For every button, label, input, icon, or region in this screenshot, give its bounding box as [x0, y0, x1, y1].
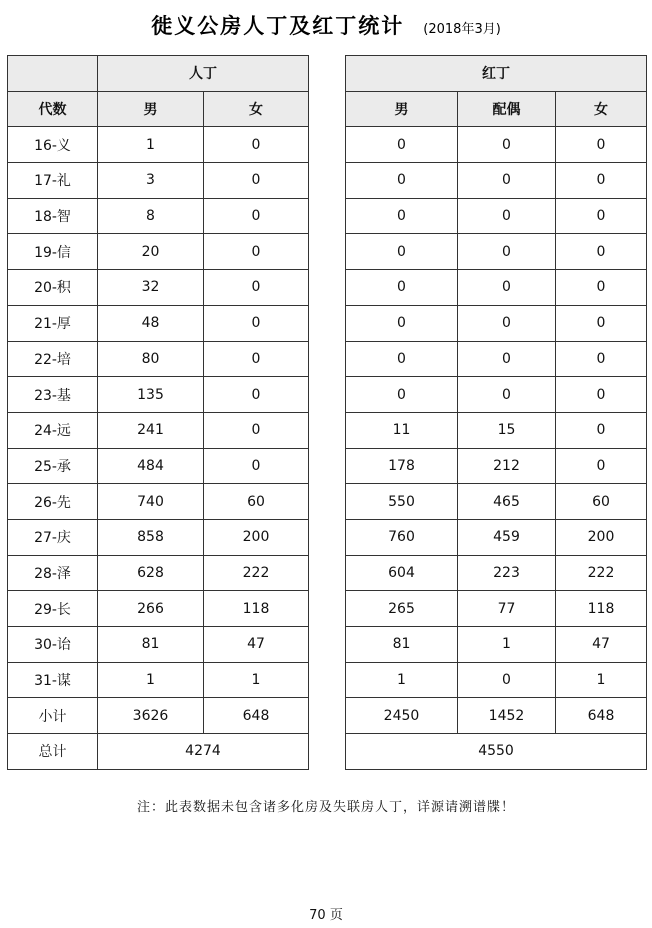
male-count-cell: 0	[346, 270, 458, 306]
female-count-cell: 118	[204, 591, 309, 627]
page-title	[0, 10, 652, 40]
female-count-cell: 0	[204, 127, 309, 163]
male-count-cell: 858	[98, 519, 204, 555]
col-header-male: 男	[98, 91, 204, 127]
male-count-cell: 81	[346, 627, 458, 663]
generation-cell: 18-智	[8, 198, 98, 234]
spouse-count-cell: 0	[458, 305, 556, 341]
table-row	[346, 555, 647, 591]
total-value: 4550	[346, 734, 647, 770]
male-count-cell: 20	[98, 234, 204, 270]
total-value: 4274	[98, 734, 309, 770]
female-count-cell: 222	[204, 555, 309, 591]
generation-cell: 17-礼	[8, 163, 98, 199]
female-count-cell: 60	[204, 484, 309, 520]
table-row	[8, 198, 309, 234]
subtotal-row	[346, 698, 647, 734]
spouse-count-cell: 0	[458, 377, 556, 413]
generation-cell: 24-远	[8, 412, 98, 448]
female-count-cell: 0	[556, 341, 647, 377]
female-count-cell: 0	[204, 198, 309, 234]
male-count-cell: 0	[346, 198, 458, 234]
generation-cell: 19-信	[8, 234, 98, 270]
generation-cell: 16-义	[8, 127, 98, 163]
col-header-spouse: 配偶	[458, 91, 556, 127]
subtotal-label: 小计	[8, 698, 98, 734]
group-header-hongding: 红丁	[346, 56, 647, 92]
generation-cell: 30-诒	[8, 627, 98, 663]
subtotal-male: 2450	[346, 698, 458, 734]
male-count-cell: 550	[346, 484, 458, 520]
table-row	[346, 341, 647, 377]
table-row	[346, 127, 647, 163]
table-row	[346, 163, 647, 199]
table-row	[346, 270, 647, 306]
spouse-count-cell: 0	[458, 234, 556, 270]
female-count-cell: 0	[204, 377, 309, 413]
table-row	[346, 484, 647, 520]
generation-cell: 20-积	[8, 270, 98, 306]
male-count-cell: 11	[346, 412, 458, 448]
table-row	[346, 448, 647, 484]
male-count-cell: 32	[98, 270, 204, 306]
table-row	[346, 662, 647, 698]
table-row	[8, 448, 309, 484]
spouse-count-cell: 0	[458, 270, 556, 306]
male-count-cell: 266	[98, 591, 204, 627]
female-count-cell: 0	[556, 234, 647, 270]
male-count-cell: 0	[346, 305, 458, 341]
female-count-cell: 200	[556, 519, 647, 555]
male-count-cell: 1	[98, 127, 204, 163]
female-count-cell: 47	[204, 627, 309, 663]
female-count-cell: 0	[204, 270, 309, 306]
male-count-cell: 3	[98, 163, 204, 199]
male-count-cell: 0	[346, 377, 458, 413]
female-count-cell: 0	[556, 412, 647, 448]
generation-cell: 29-长	[8, 591, 98, 627]
group-header-rending: 人丁	[98, 56, 309, 92]
spouse-count-cell: 0	[458, 662, 556, 698]
table-row	[346, 412, 647, 448]
table-row	[346, 198, 647, 234]
female-count-cell: 47	[556, 627, 647, 663]
col-header-female: 女	[556, 91, 647, 127]
spouse-count-cell: 465	[458, 484, 556, 520]
male-count-cell: 0	[346, 341, 458, 377]
table-row	[8, 519, 309, 555]
female-count-cell: 60	[556, 484, 647, 520]
female-count-cell: 0	[556, 127, 647, 163]
female-count-cell: 0	[204, 234, 309, 270]
table-row	[346, 591, 647, 627]
spouse-count-cell: 223	[458, 555, 556, 591]
spouse-count-cell: 0	[458, 127, 556, 163]
table-row	[8, 163, 309, 199]
female-count-cell: 0	[556, 377, 647, 413]
male-count-cell: 265	[346, 591, 458, 627]
table-row	[8, 627, 309, 663]
female-count-cell: 222	[556, 555, 647, 591]
male-count-cell: 48	[98, 305, 204, 341]
generation-cell: 25-承	[8, 448, 98, 484]
spouse-count-cell: 0	[458, 163, 556, 199]
male-count-cell: 0	[346, 163, 458, 199]
female-count-cell: 0	[556, 305, 647, 341]
table-row	[8, 234, 309, 270]
generation-cell: 31-谋	[8, 662, 98, 698]
male-count-cell: 1	[346, 662, 458, 698]
generation-cell: 21-厚	[8, 305, 98, 341]
male-count-cell: 1	[98, 662, 204, 698]
table-row	[8, 305, 309, 341]
female-count-cell: 0	[556, 163, 647, 199]
title-date: (2018年3月)	[423, 22, 501, 37]
column-header-row	[346, 91, 647, 127]
male-count-cell: 740	[98, 484, 204, 520]
group-header-row	[346, 56, 647, 92]
female-count-cell: 0	[204, 448, 309, 484]
table-row	[8, 662, 309, 698]
generation-cell: 26-先	[8, 484, 98, 520]
subtotal-row	[8, 698, 309, 734]
table-row	[8, 270, 309, 306]
male-count-cell: 628	[98, 555, 204, 591]
col-header-generation: 代数	[8, 91, 98, 127]
female-count-cell: 1	[556, 662, 647, 698]
male-count-cell: 241	[98, 412, 204, 448]
male-count-cell: 80	[98, 341, 204, 377]
table-row	[346, 234, 647, 270]
table-row	[346, 627, 647, 663]
generation-cell: 22-培	[8, 341, 98, 377]
spouse-count-cell: 0	[458, 198, 556, 234]
col-header-female: 女	[204, 91, 309, 127]
col-header-male: 男	[346, 91, 458, 127]
spouse-count-cell: 459	[458, 519, 556, 555]
generation-cell: 23-基	[8, 377, 98, 413]
male-count-cell: 81	[98, 627, 204, 663]
female-count-cell: 0	[204, 412, 309, 448]
spouse-count-cell: 77	[458, 591, 556, 627]
spouse-count-cell: 1	[458, 627, 556, 663]
spouse-count-cell: 0	[458, 341, 556, 377]
female-count-cell: 200	[204, 519, 309, 555]
male-count-cell: 135	[98, 377, 204, 413]
male-count-cell: 604	[346, 555, 458, 591]
table-row	[8, 591, 309, 627]
subtotal-male: 3626	[98, 698, 204, 734]
page-number: 70 页	[309, 908, 343, 923]
female-count-cell: 0	[204, 163, 309, 199]
male-count-cell: 0	[346, 127, 458, 163]
hongding-table	[345, 55, 647, 770]
spouse-count-cell: 15	[458, 412, 556, 448]
column-header-row	[8, 91, 309, 127]
generation-cell: 28-泽	[8, 555, 98, 591]
blank-header-cell	[8, 56, 98, 92]
male-count-cell: 8	[98, 198, 204, 234]
female-count-cell: 0	[204, 341, 309, 377]
male-count-cell: 0	[346, 234, 458, 270]
table-row	[346, 305, 647, 341]
group-header-row	[8, 56, 309, 92]
male-count-cell: 178	[346, 448, 458, 484]
table-row	[8, 412, 309, 448]
female-count-cell: 118	[556, 591, 647, 627]
female-count-cell: 0	[556, 198, 647, 234]
table-row	[8, 127, 309, 163]
female-count-cell: 0	[204, 305, 309, 341]
table-row	[8, 341, 309, 377]
renting-table	[7, 55, 309, 770]
table-row	[346, 519, 647, 555]
subtotal-female: 648	[204, 698, 309, 734]
male-count-cell: 760	[346, 519, 458, 555]
total-row	[346, 734, 647, 770]
male-count-cell: 484	[98, 448, 204, 484]
female-count-cell: 0	[556, 448, 647, 484]
total-label: 总计	[8, 734, 98, 770]
footnote: 注：此表数据未包含诸多化房及失联房人丁，详源请溯谱牒！	[136, 800, 515, 815]
subtotal-spouse: 1452	[458, 698, 556, 734]
subtotal-female: 648	[556, 698, 647, 734]
female-count-cell: 0	[556, 270, 647, 306]
title-text: 徙义公房人丁及红丁统计	[151, 13, 405, 38]
table-row	[8, 377, 309, 413]
total-row	[8, 734, 309, 770]
female-count-cell: 1	[204, 662, 309, 698]
spouse-count-cell: 212	[458, 448, 556, 484]
table-row	[346, 377, 647, 413]
generation-cell: 27-庆	[8, 519, 98, 555]
table-row	[8, 555, 309, 591]
table-row	[8, 484, 309, 520]
